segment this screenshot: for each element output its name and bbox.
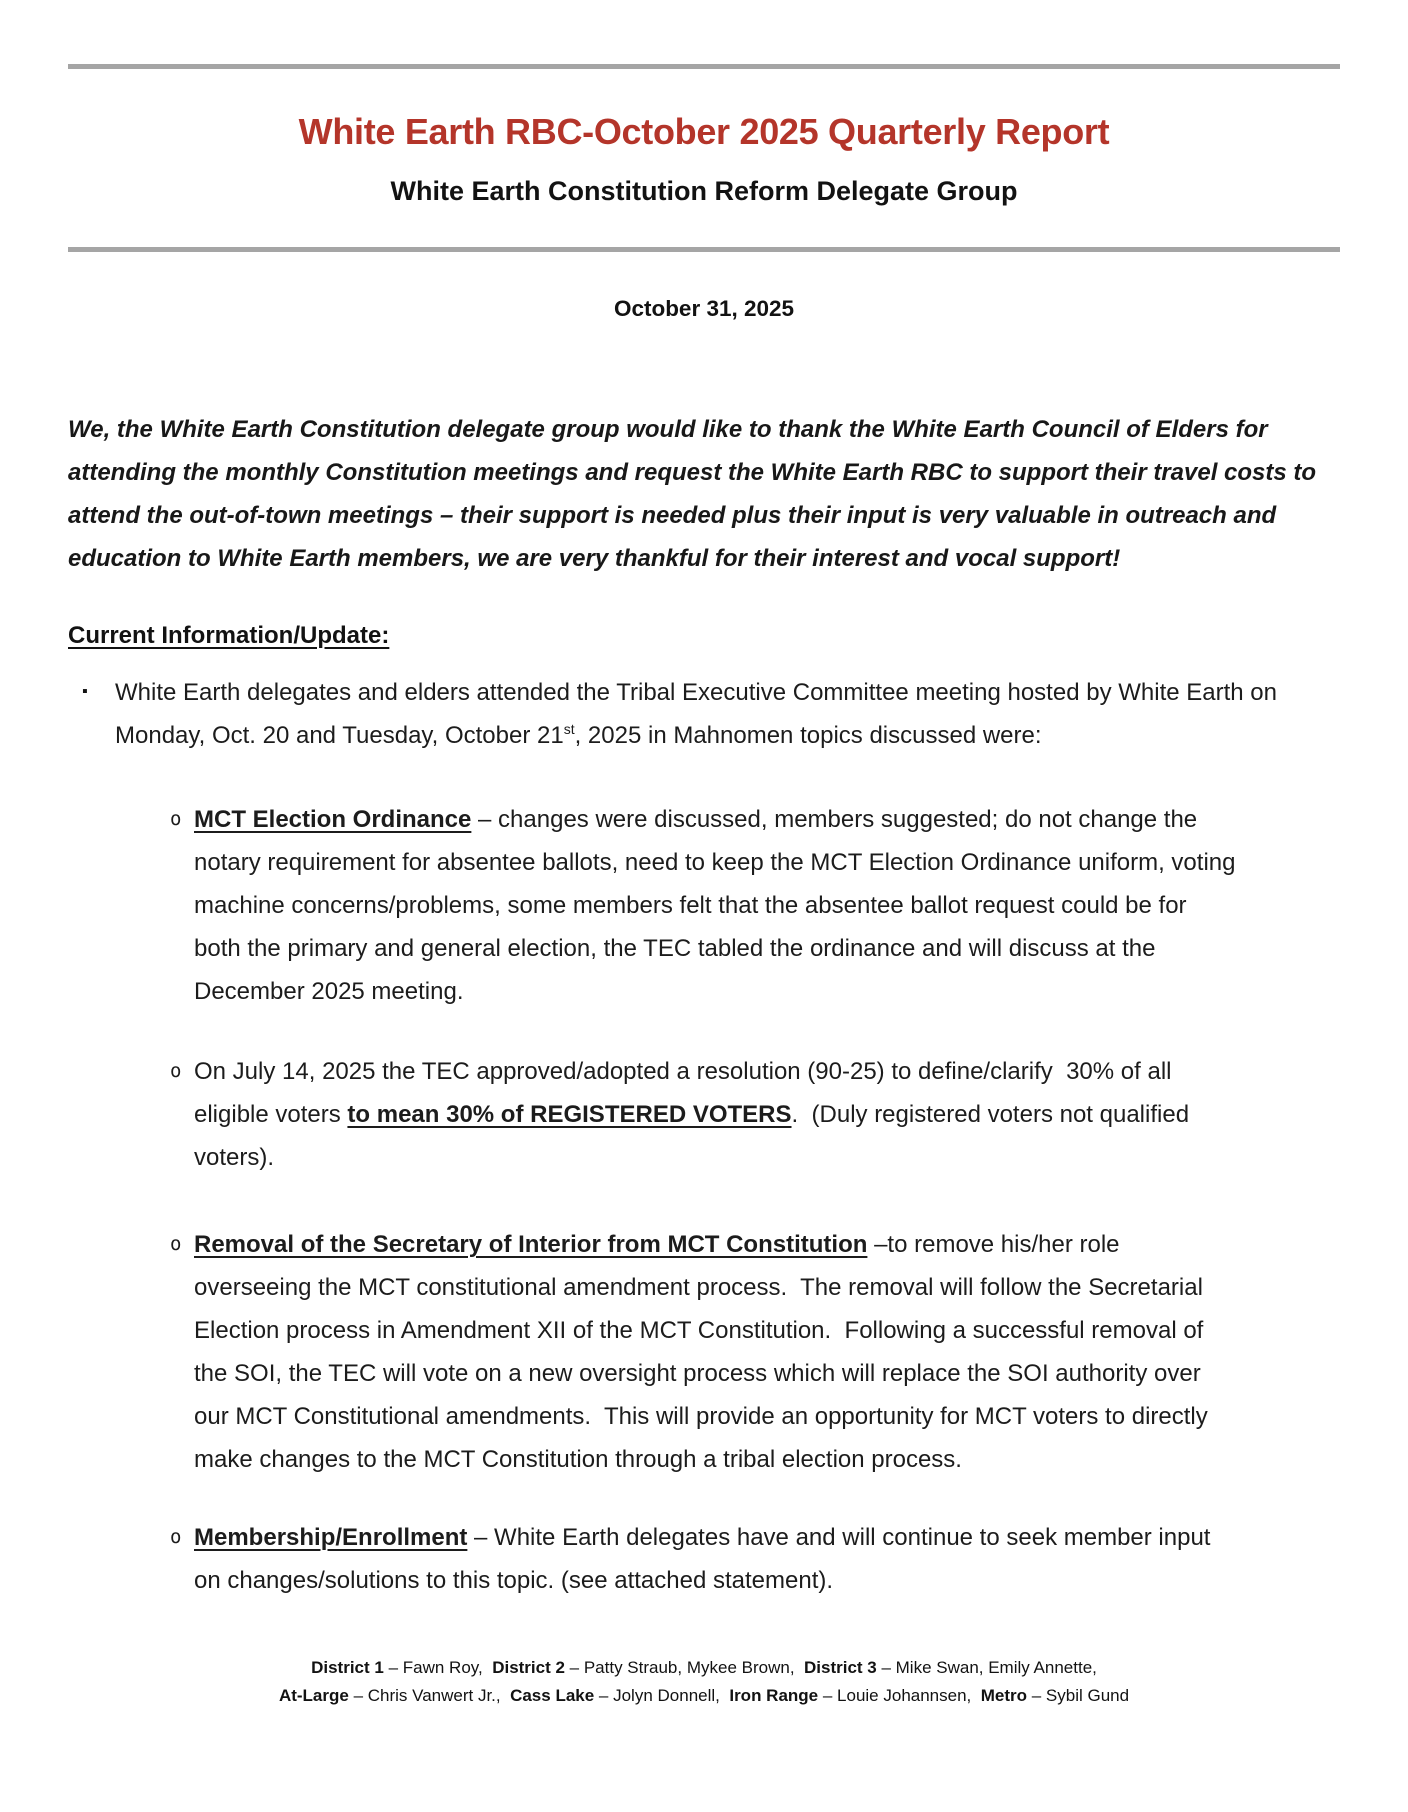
sub-bullet-text <box>194 1050 1236 1179</box>
bullet-text-post: , 2025 in Mahnomen topics discussed were: <box>574 722 1042 749</box>
sub-bullet-body: – White Earth delegates have and will continue to seek member input on changes/solutions to this topic. (see attached statement). <box>194 1524 1218 1594</box>
sub-bullet-item-election-ordinance <box>170 798 1340 1013</box>
delegate-roster-line-1 <box>68 1654 1340 1682</box>
metro-names: – Sybil Gund <box>1027 1686 1130 1705</box>
sub-bullet-lead: MCT Election Ordinance <box>194 806 472 833</box>
section-heading: Current Information/Update: <box>68 622 390 649</box>
cass-lake-label: Cass Lake <box>510 1686 595 1705</box>
sub-bullet-item-soi-removal <box>170 1223 1340 1481</box>
report-subtitle: White Earth Constitution Reform Delegate Group <box>390 176 1018 206</box>
sub-bullet-body-post: . (Duly registered voters not qualified voters). <box>194 1101 1196 1171</box>
cass-lake-names: – Jolyn Donnell, <box>594 1686 730 1705</box>
top-divider <box>68 64 1340 69</box>
header-divider <box>68 247 1340 252</box>
bullet-text-pre: White Earth delegates and elders attended the Tribal Executive Committee meeting hosted by White Earth on Monday, Oct. 20 and Tuesday, October 21 <box>115 679 1284 749</box>
district-1-names: – Fawn Roy, <box>383 1658 493 1677</box>
district-2-names: – Patty Straub, Mykee Brown, <box>564 1658 804 1677</box>
circle-bullet-icon: o <box>170 1233 182 1255</box>
sub-bullet-item-membership <box>170 1516 1340 1602</box>
sub-bullet-item-resolution <box>170 1050 1340 1179</box>
sub-bullet-text <box>194 1223 1236 1481</box>
sub-bullet-text <box>194 798 1243 1013</box>
at-large-names: – Chris Vanwert Jr., <box>348 1686 511 1705</box>
report-title: White Earth RBC-October 2025 Quarterly Report <box>298 111 1110 152</box>
district-3-names: – Mike Swan, Emily Annette, <box>876 1658 1097 1677</box>
district-2-label: District 2 <box>492 1658 565 1677</box>
district-1-label: District 1 <box>311 1658 384 1677</box>
ordinal-superscript: st <box>563 721 575 737</box>
circle-bullet-icon: o <box>170 808 182 830</box>
square-bullet-icon: ▪ <box>82 683 88 700</box>
sub-bullet-text <box>194 1516 1236 1602</box>
delegate-roster-line-2 <box>68 1682 1340 1710</box>
iron-range-names: – Louie Johannsen, <box>818 1686 981 1705</box>
intro-paragraph: We, the White Earth Constitution delegate group would like to thank the White Earth Council of Elders for attending the monthly Constitution meetings and request the White Earth RBC to support their travel costs to attend the out-of-town meetings – their support is needed plus their input is very valuable in outreach and education to White Earth members, we are very thankful for their interest and vocal support! <box>68 416 1323 572</box>
sub-bullet-body-pre: On July 14, 2025 the TEC approved/adopted a resolution (90-25) to define/clarify 30% of all eligible voters <box>194 1058 1179 1128</box>
sub-bullet-body: – changes were discussed, members suggested; do not change the notary requirement for absentee ballots, need to keep the MCT Election Ordinance uniform, voting machine concerns/problems, some members felt that the absentee ballot request could be for both the primary and general election, the TEC tabled the ordinance and will discuss at the December 2025 meeting. <box>194 806 1243 1005</box>
at-large-label: At-Large <box>278 1686 349 1705</box>
report-date: October 31, 2025 <box>613 296 795 321</box>
sub-bullet-lead: Removal of the Secretary of Interior from MCT Constitution <box>194 1231 868 1258</box>
circle-bullet-icon: o <box>170 1060 182 1082</box>
bullet-item <box>82 671 1340 757</box>
metro-label: Metro <box>980 1686 1027 1705</box>
iron-range-label: Iron Range <box>729 1686 819 1705</box>
sub-bullet-body: –to remove his/her role overseeing the MCT constitutional amendment process. The removal will follow the Secretarial Election process in Amendment XII of the MCT Constitution. Following a successful removal of the SOI, the TEC will vote on a new oversight process which will replace the SOI authority over our MCT Constitutional amendments. This will provide an opportunity for MCT voters to directly make changes to the MCT Constitution through a tribal election process. <box>194 1231 1215 1473</box>
bullet-text <box>115 671 1283 757</box>
circle-bullet-icon: o <box>170 1526 182 1548</box>
district-3-label: District 3 <box>803 1658 877 1677</box>
sub-bullet-emphasis: to mean 30% of REGISTERED VOTERS <box>347 1101 792 1128</box>
sub-bullet-lead: Membership/Enrollment <box>194 1524 468 1551</box>
